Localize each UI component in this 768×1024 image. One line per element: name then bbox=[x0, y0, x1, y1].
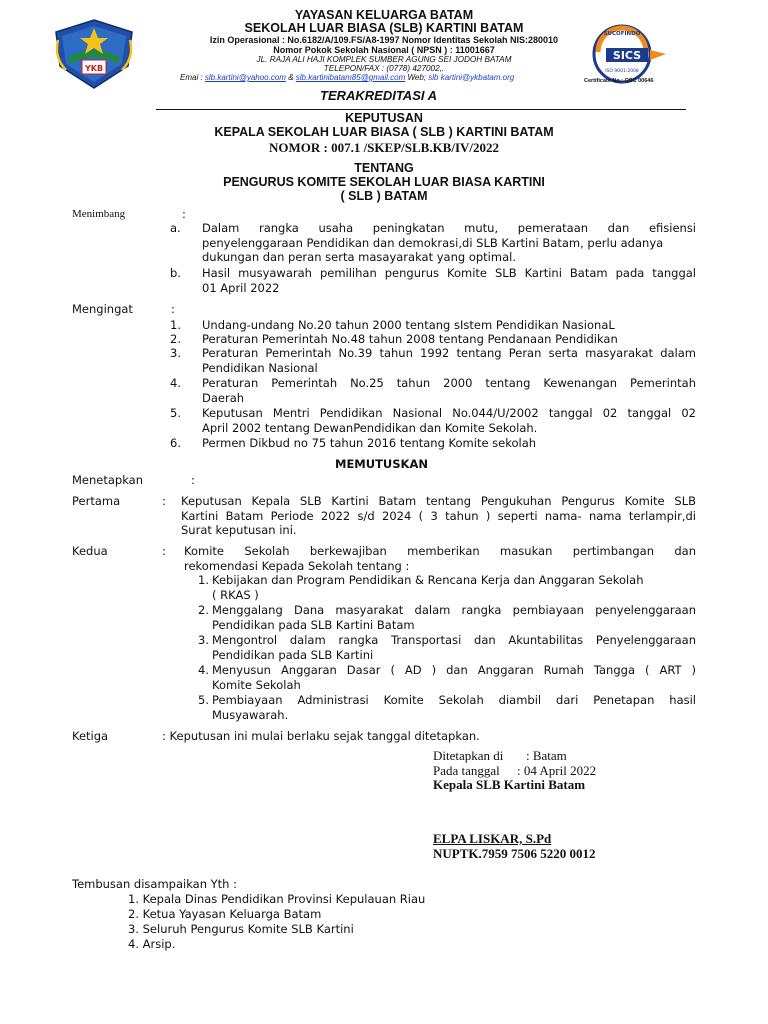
kedua-marker-2: 2. bbox=[198, 603, 209, 617]
tembusan-item-1: 1. Kepala Dinas Pendidikan Provinsi Kepulauan Riau bbox=[128, 892, 426, 906]
kedua-label: Kedua bbox=[72, 544, 108, 558]
kedua-5-line2: Musyawarah. bbox=[212, 707, 289, 722]
memutuskan-heading: MEMUTUSKAN bbox=[335, 457, 428, 471]
tembusan-title: Tembusan disampaikan Yth : bbox=[72, 877, 237, 891]
permit-line: Izin Operasional : No.6182/A/109.FS/A8-1997 Nomor Identitas Sekolah NIS:280010 bbox=[209, 35, 559, 45]
kedua-1-line2: ( RKAS ) bbox=[212, 587, 259, 602]
mengingat-label: Mengingat bbox=[72, 302, 133, 316]
kedua-3-line1: Mengontrol dalam rangka Transportasi dan Akuntabilitas Penyelenggaraan bbox=[212, 633, 696, 647]
title-nomor: NOMOR : 007.1 /SKEP/SLB.KB/IV/2022 bbox=[268, 140, 500, 155]
menimbang-a-line1: Dalam rangka usaha peningkatan mutu, pemerataan dan efisiensi bbox=[202, 221, 696, 235]
pertama-line1: Keputusan Kepala SLB Kartini Batam tentang Pengukuhan Pengurus Komite SLB bbox=[181, 494, 696, 508]
header-divider bbox=[156, 109, 686, 110]
mengingat-3-line2: Pendidikan Nasional bbox=[202, 360, 318, 375]
signature-place-value: : Batam bbox=[526, 748, 567, 763]
web-link[interactable]: slb kartini@ykbatam.org bbox=[428, 73, 515, 82]
mengingat-colon: : bbox=[171, 302, 175, 316]
phone-line: TELEPON/FAX : (0778) 427002,. bbox=[323, 64, 445, 73]
title-keputusan: KEPUTUSAN bbox=[345, 111, 423, 125]
email-label: Emai : bbox=[180, 73, 203, 82]
tembusan-item-3: 3. Seluruh Pengurus Komite SLB Kartini bbox=[128, 922, 354, 936]
mengingat-marker-5: 5. bbox=[170, 406, 181, 420]
svg-text:YKB: YKB bbox=[84, 64, 104, 73]
menimbang-marker-b: b. bbox=[170, 266, 181, 280]
mengingat-marker-6: 6. bbox=[170, 436, 181, 450]
mengingat-marker-4: 4. bbox=[170, 376, 181, 390]
email-link-2[interactable]: slb.kartinibatam85@gmail.com bbox=[295, 73, 406, 82]
mengingat-marker-3: 3. bbox=[170, 346, 181, 360]
svg-text:SUCOFINDO: SUCOFINDO bbox=[603, 31, 641, 37]
menimbang-a-line2: penyelenggaraan Pendidikan dan demokrasi,di SLB Kartini Batam, perlu adanya bbox=[202, 235, 664, 250]
ketiga-text: : Keputusan ini mulai berlaku sejak tanggal ditetapkan. bbox=[162, 729, 480, 743]
mengingat-5-line1: Keputusan Mentri Pendidikan Nasional No.044/U/2002 tanggal 02 tanggal 02 bbox=[202, 406, 696, 420]
tembusan-item-2: 2. Ketua Yayasan Keluarga Batam bbox=[128, 907, 322, 921]
accreditation: TERAKREDITASI A bbox=[320, 88, 437, 103]
title-kepala: KEPALA SEKOLAH LUAR BIASA ( SLB ) KARTINI BATAM bbox=[214, 125, 554, 139]
mengingat-3-line1: Peraturan Pemerintah No.39 tahun 1992 tentang Peran serta masyarakat dalam bbox=[202, 346, 696, 360]
menimbang-marker-a: a. bbox=[170, 221, 181, 235]
title-tentang: TENTANG bbox=[354, 161, 414, 175]
kedua-intro-line2: rekomendasi Kepada Sekolah tentang : bbox=[184, 558, 410, 573]
menimbang-a-line3: dukungan dan peran serta masayarakat yang optimal. bbox=[202, 250, 516, 265]
kedua-intro-line1: Komite Sekolah berkewajiban memberikan masukan pertimbangan dan bbox=[184, 544, 696, 558]
address-line: JL. RAJA ALI HAJI KOMPLEK SUMBER AGUNG SEI JODOH BATAM bbox=[256, 55, 512, 64]
mengingat-marker-2: 2. bbox=[170, 332, 181, 346]
npsn-line: Nomor Pokok Sekolah Nasional ( NPSN ) : 11001667 bbox=[273, 45, 495, 55]
web-label: Web; bbox=[407, 73, 427, 82]
kedua-4-line2: Komite Sekolah bbox=[212, 677, 301, 692]
mengingat-6-line1: Permen Dikbud no 75 tahun 2016 tentang Komite sekolah bbox=[202, 436, 537, 450]
email-link-1[interactable]: slb.kartini@yahoo.com bbox=[204, 73, 286, 82]
signature-nuptk: NUPTK.7959 7506 5220 0012 bbox=[433, 846, 596, 861]
signature-name: ELPA LISKAR, S.Pd bbox=[433, 831, 552, 846]
menetapkan-colon: : bbox=[191, 473, 195, 487]
foundation-name: YAYASAN KELUARGA BATAM bbox=[294, 8, 474, 22]
kedua-1-line1: Kebijakan dan Program Pendidikan & Rencana Kerja dan Anggaran Sekolah bbox=[212, 573, 644, 587]
signature-date-label: Pada tanggal bbox=[433, 763, 500, 778]
kedua-4-line1: Menyusun Anggaran Dasar ( AD ) dan Anggaran Rumah Tangga ( ART ) bbox=[212, 663, 696, 677]
pertama-colon: : bbox=[162, 494, 166, 508]
mengingat-marker-1: 1. bbox=[170, 318, 181, 332]
kedua-marker-5: 5. bbox=[198, 693, 209, 707]
pertama-line2: Kartini Batam Periode 2022 s/d 2024 ( 3 tahun ) seperti nama- nama terlampir,di bbox=[181, 508, 696, 523]
contact-line bbox=[180, 73, 514, 82]
svg-text:ISO 9001:2008: ISO 9001:2008 bbox=[605, 69, 639, 74]
kedua-marker-3: 3. bbox=[198, 633, 209, 647]
menimbang-colon: : bbox=[182, 207, 186, 221]
kedua-marker-1: 1. bbox=[198, 573, 209, 587]
pertama-label: Pertama bbox=[72, 494, 121, 508]
kedua-3-line2: Pendidikan pada SLB Kartini bbox=[212, 647, 374, 662]
svg-text:SICS: SICS bbox=[612, 49, 642, 62]
title-pengurus: PENGURUS KOMITE SEKOLAH LUAR BIASA KARTINI bbox=[223, 175, 545, 189]
menimbang-b-line2: 01 April 2022 bbox=[202, 280, 280, 295]
signature-place-label: Ditetapkan di bbox=[433, 748, 504, 763]
mengingat-4-line1: Peraturan Pemerintah No.25 tahun 2000 tentang Kewenangan Pemerintah bbox=[202, 376, 696, 390]
menimbang-label: Menimbang bbox=[72, 208, 126, 220]
kedua-2-line1: Menggalang Dana masyarakat dalam rangka pembiayaan penyelenggaraan bbox=[212, 603, 696, 617]
kedua-2-line2: Pendidikan pada SLB Kartini Batam bbox=[212, 617, 415, 632]
kedua-marker-4: 4. bbox=[198, 663, 209, 677]
ketiga-label: Ketiga bbox=[72, 729, 109, 743]
mengingat-1-line1: Undang-undang No.20 tahun 2000 tentang sIstem Pendidikan NasionaL bbox=[202, 318, 615, 332]
menimbang-b-line1: Hasil musyawarah pemilihan pengurus Komite SLB Kartini Batam pada tanggal bbox=[202, 266, 696, 280]
signature-position: Kepala SLB Kartini Batam bbox=[433, 777, 586, 792]
email-ampersand: & bbox=[288, 73, 294, 82]
cert-number: Certificate No.: QSC 00646 bbox=[584, 78, 654, 84]
title-slb: ( SLB ) BATAM bbox=[340, 189, 428, 203]
mengingat-4-line2: Daerah bbox=[202, 390, 245, 405]
signature-date-value: : 04 April 2022 bbox=[517, 763, 597, 778]
tembusan-item-4: 4. Arsip. bbox=[128, 937, 176, 951]
pertama-line3: Surat keputusan ini. bbox=[181, 523, 297, 538]
mengingat-2-line1: Peraturan Pemerintah No.48 tahun 2008 tentang Pendanaan Pendidikan bbox=[202, 332, 618, 346]
mengingat-5-line2: April 2002 tentang DewanPendidikan dan Komite Sekolah. bbox=[202, 420, 538, 435]
kedua-5-line1: Pembiayaan Administrasi Komite Sekolah diambil dari Penetapan hasil bbox=[212, 693, 696, 707]
school-name: SEKOLAH LUAR BIASA (SLB) KARTINI BATAM bbox=[244, 21, 524, 35]
kedua-colon: : bbox=[162, 544, 166, 558]
menetapkan-label: Menetapkan bbox=[72, 473, 144, 487]
